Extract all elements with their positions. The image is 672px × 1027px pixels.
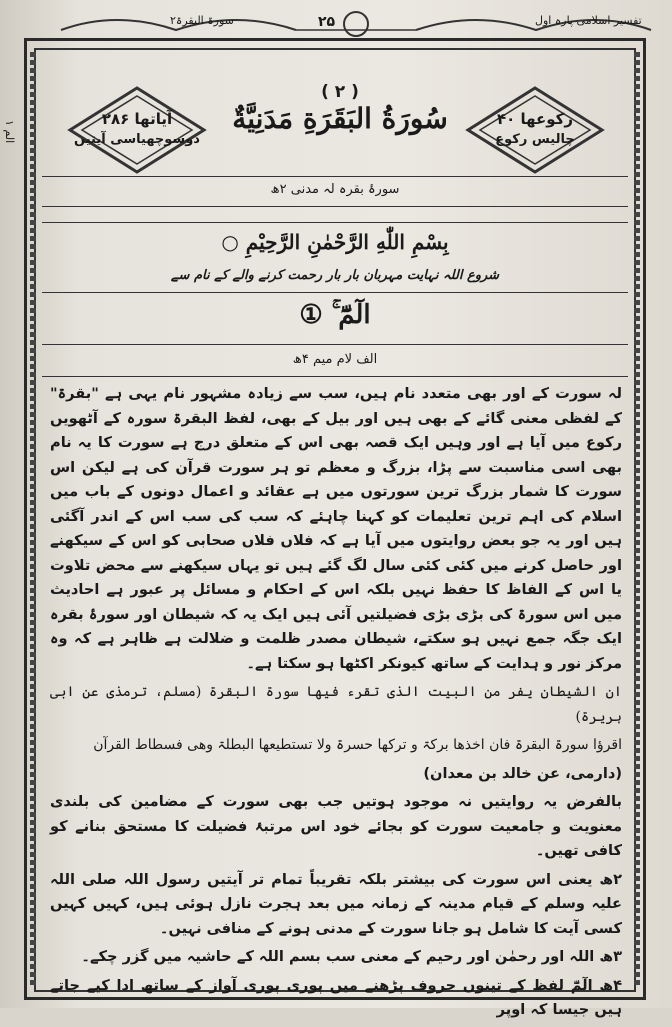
- hadith-text: ان الشیطان یفر من البیت الذی تقرء فیھا سورۃ البقرۃ (مسلم، ترمذی عن ابی ہریرۃ): [50, 684, 622, 725]
- ayat-box: [72, 88, 202, 147]
- left-chain-border: [27, 52, 39, 988]
- ruku-count-urdu: چالیس رکوع: [495, 132, 575, 147]
- ruku-box: [470, 88, 600, 147]
- note-paragraph: لہ سورت کے اور بھی متعدد نام ہیں، سب سے زیادہ مشہور نام یہی ہے "بقرۃ" کے لفظی معنی گائے کے بھی ہیں اور بیل کے بھی، لفظ البقرۃ سورہ کے آٹھویں رکوع میں آیا ہے اور وہیں ایک قصہ بھی اس کے متعلق درج ہے سورت کا یہ نام بھی اسی مناسبت سے پڑا، بزرگ و معظم تو ہر سورت قرآن کی ہے لیکن اس سورت کا شمار بزرگ ترین سورتوں میں ہے عقائد و اعمال دونوں کے باب میں اسلام کی اہم ترین تعلیمات کو کہنا چاہئے کہ سب کی سب اس کے اندر آگئی ہیں اور یہ جو بعض روایتوں میں آیا ہے کہ فلاں فلاں صحابی کو اس کے سیکھنے اور حاصل کرنے میں کئی کئی سال لگ گئے ہیں تو یہاں سیکھنے سے محض تلاوت یا اس کے الفاظ کا حفظ نہیں بلکہ اس کے احکام و مسائل پر عبور ہے احادیث میں اس سورۃ کی بڑی بڑی فضیلتیں آئی ہیں ایک یہ کہ شیطان اور سورۂ بقرہ ایک جگہ جمع نہیں ہو سکتے، شیطان مصدر ظلمت و ضلالت ہے ظاہر ہے کہ وہ مرکز نور و ہدایت کے ساتھ کیونکر اکٹھا ہو سکتا ہے۔: [50, 385, 622, 672]
- divider: [42, 222, 628, 223]
- surah-title: سُورَةُ البَقَرَةِ مَدَنِيَّةٌ: [232, 102, 448, 135]
- hadith-source: (دارمی، عن خالد بن معدان): [423, 764, 622, 782]
- note-paragraph: ۳ھ اللہ اور رحمٰن اور رحیم کے معنی سب بسم اللہ کے حاشیہ میں گزر چکے۔: [81, 948, 622, 965]
- note-paragraph: ۲ھ یعنی اس سورت کی بیشتر بلکہ تقریباً تمام تر آیتیں رسول اللہ صلی اللہ علیہ وسلم کے قیام مدینہ کے زمانہ میں بعد ہجرت نازل ہوئی ہیں، کہیں کہیں کسی آیت کا شامل ہو جانا سورت کے مدنی ہونے کے منافی نہیں۔: [50, 870, 622, 937]
- commentary-notes: [50, 382, 622, 1027]
- divider: [42, 344, 628, 345]
- basmala-arabic: بِسْمِ اللّٰهِ الرَّحْمٰنِ الرَّحِیْمِ ○: [221, 230, 449, 254]
- ayat-count-urdu: دوسوچھیاسی آیتیں: [74, 132, 200, 147]
- divider: [42, 292, 628, 293]
- surah-subtitle: سورۂ بقرہ لہ مدنی ۲ھ: [270, 182, 400, 197]
- ayat-count-arabic: آیاتھا ۲۸۶: [101, 110, 173, 128]
- ruku-count-arabic: رکوعھا ۴۰: [496, 110, 574, 128]
- running-head-right: تفسیر اسلامی پارہ اول: [535, 14, 642, 27]
- surah-number: ( ۲ ): [321, 82, 359, 102]
- basmala-translation: شروع اللہ نہایت مہربان بار بار رحمت کرنے والے کے نام سے: [170, 268, 500, 283]
- opening-verse-translation: الف لام میم ۴ھ: [292, 352, 378, 367]
- divider: [42, 376, 628, 377]
- page-number: ۲۵: [318, 14, 336, 30]
- opening-verse-arabic: الٓمّٓ ۚ ①: [299, 300, 371, 330]
- divider: [42, 206, 628, 207]
- divider: [42, 176, 628, 177]
- side-label: الم ۱: [3, 120, 16, 144]
- hadith-text: اقرؤا سورۃ البقرۃ فان اخذھا برکۃ و ترکھا حسرۃ ولا تستطیعھا البطلۃ وھی فسطاط القرآن: [93, 737, 622, 753]
- note-paragraph: ۴ھ الٓمّٓ لفظ کے تینوں حروف پڑھنے میں پوری پوری آواز کے ساتھ ادا کیے جاتے ہیں جیسا کہ اوپر: [50, 976, 622, 1018]
- running-head-left: سورۃ البقرۃ۲: [170, 14, 234, 27]
- right-chain-border: [631, 52, 643, 988]
- note-paragraph: بالفرض یہ روایتیں نہ موجود ہوتیں جب بھی سورت کے مضامین کی بلندی معنویت و جامعیت سورت کو بجائے خود اس مرتبۂ فضیلت کا مستحق بنانے کو کافی تھیں۔: [50, 793, 622, 859]
